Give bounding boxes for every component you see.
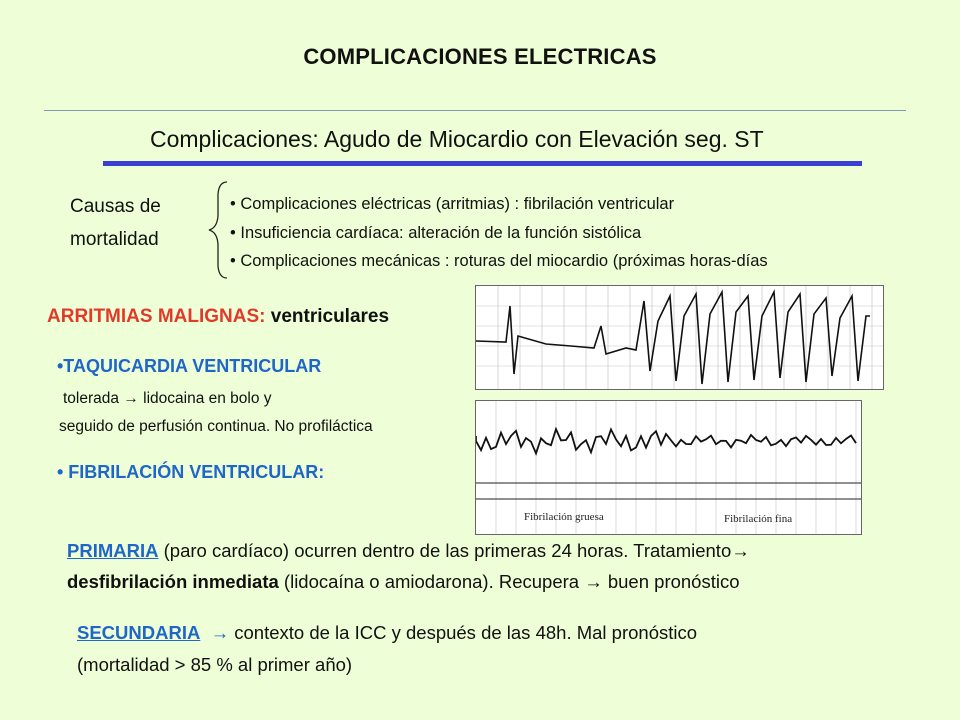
ecg-taquicardia-trace: [476, 286, 883, 389]
taquicardia-heading: •TAQUICARDIA VENTRICULAR: [57, 356, 322, 376]
right-arrow-icon: →: [123, 390, 139, 407]
fibrilacion-heading: • FIBRILACIÓN VENTRICULAR:: [57, 462, 325, 482]
arritmias-heading: [47, 306, 389, 328]
curly-brace-icon: [203, 180, 231, 280]
secundaria-line-1: SECUNDARIA → contexto de la ICC y después de las 48h. Mal pronóstico: [77, 622, 698, 643]
primaria-label: PRIMARIA: [67, 540, 159, 561]
bullet-item: • Complicaciones eléctricas (arritmias) : fibrilación ventricular: [230, 195, 675, 213]
secundaria-label: SECUNDARIA: [77, 622, 201, 643]
title-divider: [44, 110, 906, 111]
causas-bullet-list: [230, 190, 768, 276]
right-arrow-icon: →: [731, 540, 750, 561]
ecg-taquicardia-strip: [475, 285, 884, 390]
slide-title: COMPLICACIONES ELECTRICAS: [303, 44, 657, 69]
arritmias-title: ARRITMIAS MALIGNAS:: [47, 306, 266, 327]
taquicardia-line-2: seguido de perfusión continua. No profiláctica: [59, 418, 373, 435]
causas-line-2: mortalidad: [70, 229, 159, 250]
ecg-label-fina: Fibrilación fina: [724, 513, 793, 525]
right-arrow-icon: →: [210, 622, 230, 643]
causas-label: [70, 190, 161, 256]
taquicardia-line-1: tolerada → lidocaina en bolo y: [63, 390, 272, 407]
bullet-item: • Complicaciones mecánicas : roturas del miocardio (próximas horas-días: [230, 252, 768, 270]
causas-line-1: Causas de: [70, 196, 161, 217]
primaria-line-1: PRIMARIA (paro cardíaco) ocurren dentro de las primeras 24 horas. Tratamiento→: [67, 540, 750, 561]
subtitle: Complicaciones: Agudo de Miocardio con Elevación seg. ST: [150, 126, 764, 152]
secundaria-line-2: (mortalidad > 85 % al primer año): [77, 654, 353, 675]
subtitle-underline: [103, 161, 862, 166]
primaria-line-2: desfibrilación inmediata (lidocaína o amiodarona). Recupera → buen pronóstico: [67, 571, 740, 592]
arritmias-rest: ventriculares: [270, 306, 390, 327]
right-arrow-icon: →: [584, 571, 603, 592]
ecg-label-gruesa: Fibrilación gruesa: [524, 511, 604, 523]
ecg-fibrilacion-strip: [475, 400, 862, 535]
bullet-item: • Insuficiencia cardíaca: alteración de la función sistólica: [230, 223, 642, 242]
